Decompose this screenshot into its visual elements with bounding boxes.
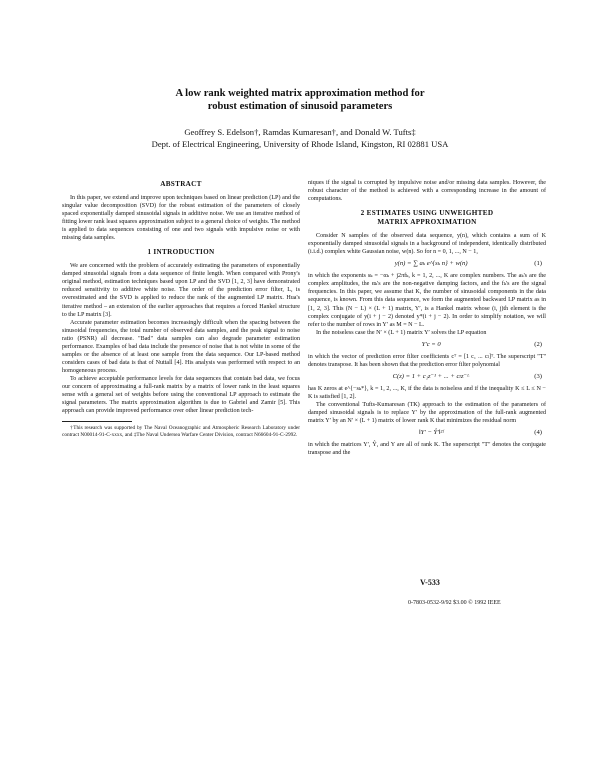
abstract <box>62 194 300 242</box>
equation-3 <box>308 373 546 381</box>
section-2-heading-line-2: MATRIX APPROXIMATION <box>377 218 477 227</box>
abstract-text: In this paper, we extend and improve upon techniques based on linear prediction (LP) and the singular value decomposition (SVD) for the robust estimation of the parameters of closely spaced exponentially damped sinusoidal signals in additive noise. We use an iterative method of fitting lower rank least squares approximation subject to a general choice of weights. The method is applied to data sequences consisting of one and two signals with impulsive noise or with missing data samples. <box>62 195 300 242</box>
title-line-1: A low rank weighted matrix approximation method for <box>175 88 425 99</box>
section-1-heading: 1 INTRODUCTION <box>147 248 215 257</box>
paper-title <box>0 88 600 113</box>
equation-1-body: y(n) = ∑ aₖ e^{sₖ n} + w(n) <box>394 260 468 268</box>
title-line-2: robust estimation of sinusoid parameters <box>207 100 393 112</box>
section-1-paragraph-2: Accurate parameter estimation becomes increasingly difficult when the spacing between the sinusoidal frequencies, the total number of observed data samples, and the peak signal to noise ratio (PSNR) all decrease. "Bad" data samples can also degrade parameter estimation performance. Examples of bad data include the presence of noise that is not white in some of the samples or the absence of at least one sample from the data sequence. Our LP-based method considers cases of bad data is that of Nuttall [4]. His analysis was performed with respect to an homogeneous process. <box>62 319 300 374</box>
continued-paragraph: niques if the signal is corrupted by impulsive noise and/or missing data samples. However, the robust character of the method is achieved with a corresponding increase in the amount of computations. <box>308 180 546 203</box>
equation-2-number: (2) <box>534 340 542 348</box>
equation-2 <box>308 341 546 349</box>
section-2-paragraph-2: in which the exponents sₖ = −αₖ + j2πfₖ, k = 1, 2, ..., K are complex numbers. The aₖ's are the complex amplitudes, the αₖ's are the non-negative damping factors, and the fₖ's are the signal frequencies. In this paper, we assume that K, the number of sinusoidal components in the data sequence, is known. From this data sequence, we form the augmented backward LP matrix as in [1, 2, 3]. This (N − L) × (L + 1) matrix, Y′, is a Hankel matrix whose (i, j)th element is the complex conjugate of y(i + j − 2) denoted y*(i + j − 2). In order to simplify notation, we will refer to the number of rows in Y′ as M = N − L. <box>308 273 546 328</box>
section-2-paragraph-4: in which the vector of prediction error filter coefficients cᵀ = [1 c₁ ... cₗ]ᵀ. The superscript "T" denotes transpose. It has been shown that the prediction error filter polynomial <box>308 353 546 368</box>
section-1-paragraph-3: To achieve acceptable performance levels for data sequences that contain bad data, we focus our concern of approximating a full-rank matrix by a matrix of lower rank in the least squares sense with a general set of weights before using the conventional LP approach to estimate the signal parameters. The matrix approximation algorithm is due to Gabriel and Zamir [5]. This approach can provide improved performance over other linear prediction tech- <box>62 375 300 415</box>
affiliation: Dept. of Electrical Engineering, University of Rhode Island, Kingston, RI 02881 USA <box>151 139 449 149</box>
footnote: †This research was supported by The Naval Oceanographic and Atmospheric Research Laboratory under contract N00014-91-C-xxxx, and ‡The Naval Undersea Warfare Center Division, contract N66604-91-C-2992. <box>62 425 300 438</box>
equation-2-body: Y′c = 0 <box>421 340 441 348</box>
page-number: V-533 <box>420 578 440 587</box>
section-2-paragraph-6: The conventional Tufts-Kumaresan (TK) approach to the estimation of the parameters of damped sinusoidal signals is to replace Y′ by the approximation of the full-rank augmented matrix Y′ by an N′ × (L + 1) matrix of lower rank K that minimizes the residual norm <box>308 401 546 425</box>
section-2-paragraph-7: in which the matrices Y′, Ŷ, and Y are all of rank K. The superscript "T" denotes the conjugate transpose and the <box>308 442 546 457</box>
authors: Geoffrey S. Edelson†, Ramdas Kumaresan†, and Donald W. Tufts‡ <box>184 127 416 137</box>
left-column <box>62 180 300 439</box>
footnote-rule <box>62 421 132 422</box>
section-2-heading-line-1: 2 ESTIMATES USING UNWEIGHTED <box>360 209 494 218</box>
section-2-paragraph-1: Consider N samples of the observed data sequence, y(n), which contains a sum of K exponentially damped sinusoidal signals in a background of independent, identically distributed (i.i.d.) complex white Gaussian noise, w(n). So for n = 0, 1, ..., N − 1, <box>308 233 546 256</box>
section-1-paragraph-1: We are concerned with the problem of accurately estimating the parameters of exponentially damped sinusoidal signals from a data sequence of finite length. When compared with Prony's original method, estimation techniques based upon LP and the SVD [1, 2, 3] have demonstrated reduced sensitivity to additive white noise. The order of the prediction error filter, L, is overestimated and the SVD is applied to reduce the rank of the augmented LP matrix. Hua's iterative method – an extension of the earlier approaches that requires a forced Hankel structure to the LP matrix [3]. <box>62 263 300 318</box>
equation-3-number: (3) <box>534 372 542 380</box>
equation-1-number: (1) <box>534 260 542 268</box>
section-2-paragraph-5: has K zeros at e^{−sₖ*}, k = 1, 2, ..., K, if the data is noiseless and if the inequality K ≤ L ≤ N − K is satisfied [1, 2]. <box>308 385 546 400</box>
section-2-paragraph-3: In the noiseless case the N′ × (L + 1) matrix Y′ solves the LP equation <box>316 329 487 336</box>
copyright-line: 0-7803-0532-9/92 $3.00 © 1992 IEEE <box>408 600 501 606</box>
equation-1 <box>308 260 546 268</box>
right-column <box>308 179 546 457</box>
equation-4-body: ‖Y′ − Ŷ′‖²ᶠ <box>418 429 444 437</box>
section-2-heading <box>308 209 546 227</box>
equation-3-body: C(z) = 1 + c₁z⁻¹ + ... + cₗz⁻ᴸ <box>392 372 470 380</box>
equation-4 <box>308 429 546 437</box>
abstract-heading: ABSTRACT <box>160 180 202 188</box>
equation-4-number: (4) <box>534 429 542 437</box>
